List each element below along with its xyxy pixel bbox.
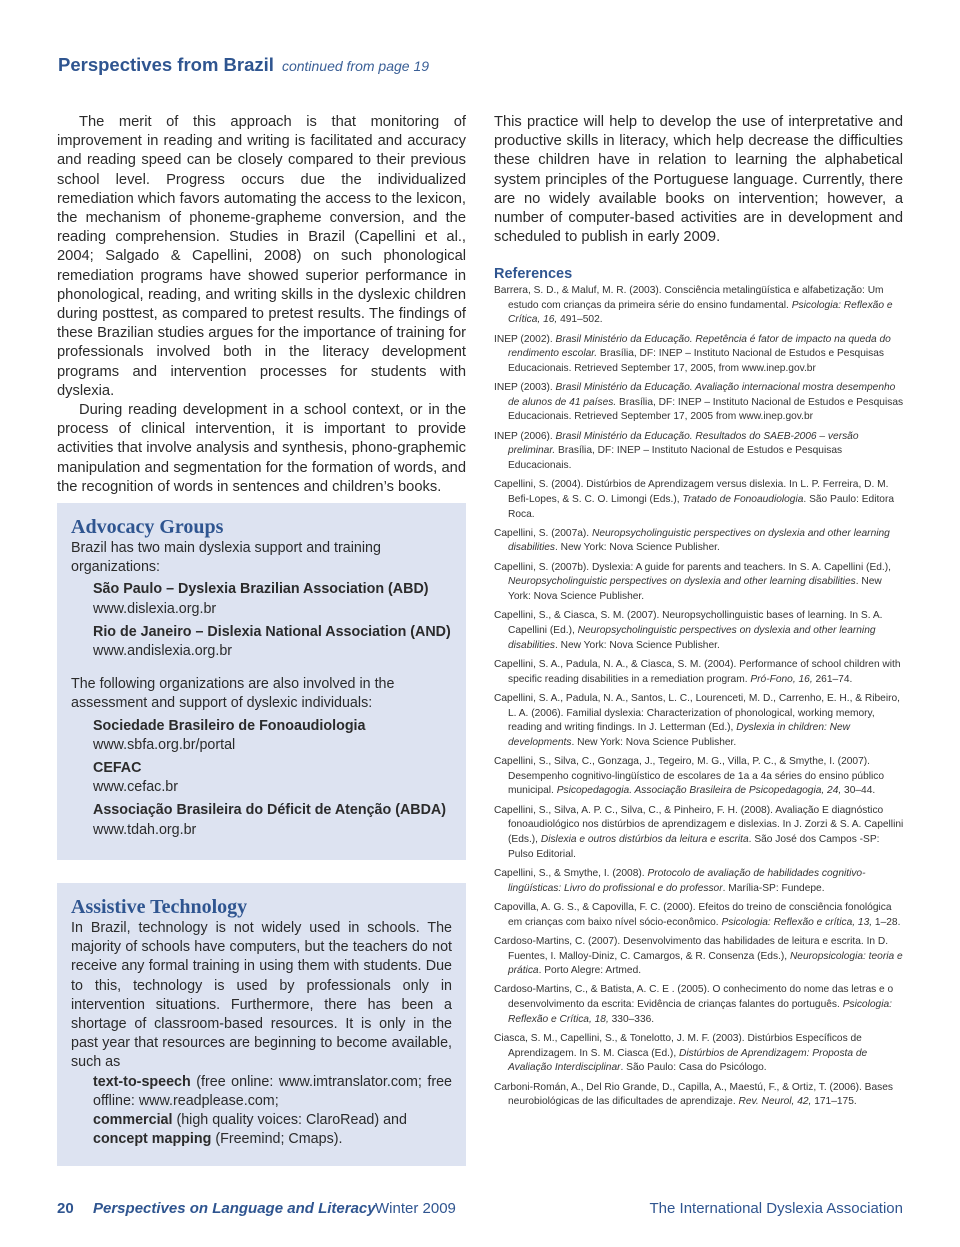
references-section xyxy=(494,266,904,1115)
reference-italic: Neuropsycholinguistic perspectives on dyslexia and other learning disabilities xyxy=(508,625,876,651)
reference-tail: 1–28. xyxy=(872,916,901,928)
right-body-text: This practice will help to develop the use of interpretative and productive skills in literacy, which help decrease the difficulties these children have in relation to learning the alphabetical system principles of the Portuguese language. Currently, there are no widely available books on intervention; however, a number of computer-based activities are in development and scheduled to publish in early 2009. xyxy=(494,114,903,246)
section-title: Perspectives from Brazil xyxy=(58,54,274,75)
page-number: 20 xyxy=(57,1200,74,1217)
reference-italic: Distúrbios de Aprendizagem: Proposta de Avaliação Interdisciplinar xyxy=(508,1047,868,1074)
publisher-name: The International Dyslexia Association xyxy=(649,1200,903,1217)
org-entry xyxy=(93,623,452,661)
continued-note: continued from page 19 xyxy=(281,58,430,74)
reference-entry xyxy=(494,381,904,425)
org-url[interactable]: www.cefac.br xyxy=(93,779,179,796)
reference-tail: . Marília-SP: Fundepe. xyxy=(722,882,825,894)
org-name: São Paulo – Dyslexia Brazilian Association (ABD) xyxy=(93,581,429,598)
reference-text: Capellini, S. A., Padula, N. A., & Ciasca, S. M. (2004). Performance of school children with specific reading disabilities in a remediation program. xyxy=(494,659,901,685)
tts-text: (free online: www.imtranslator.com; free offline: www.readplease.com; xyxy=(93,1073,452,1109)
org-name: Sociedade Brasileiro de Fonoaudiologia xyxy=(93,717,366,734)
reference-text: Barrera, S. D., & Maluf, M. R. (2003). Consciência metalingüística e alfabetização: Um estudo com crianças da primeira série do ensino fundamental. xyxy=(494,285,884,311)
left-body-text xyxy=(57,113,466,497)
advocacy-intro: Brazil has two main dyslexia support and training organizations: xyxy=(71,540,381,576)
reference-entry xyxy=(494,430,904,474)
assistive-heading: Assistive Technology xyxy=(71,896,248,918)
advocacy-groups-box xyxy=(57,503,466,860)
paragraph: During reading development in a school context, or in the process of clinical intervention, it is important to provide activities that involve analysis and synthesis, phono-graphemic manipulation and segmentation for the formation of words, and the recognition of words in sentences and children’s books. xyxy=(57,402,466,495)
assistive-resources xyxy=(93,1073,452,1150)
reference-entry xyxy=(494,692,904,750)
reference-tail: 30–44. xyxy=(841,785,876,797)
reference-entry xyxy=(494,561,904,605)
reference-text: Capellini, S., & Smythe, I. (2008). xyxy=(494,867,648,879)
paragraph: The merit of this approach is that monitoring of improvement in reading and writing is facilitated and accuracy and reading speed can be closely compared to their previous school level. Progress occurs due the individualized remediation which favors automating the access to the lexicon, the mechanism of phoneme-grapheme conversion, and the reading comprehension. Studies in Brazil (Capellini et al., 2004; Salgado & Capellini, 2008) on such phonological remediation programs have showed superior performance in phonological, reading, and writing skills in the dyslexic children during posttest, as compared to pretest results. The findings of these Brazilian studies argues for the importance of training for professionals involved both in the literacy development programs and intervention processes for students with dyslexia. xyxy=(57,114,466,399)
reference-italic: Brasil Ministério da Educação. Repetência é fator de impacto na queda do rendimento escolar. xyxy=(508,333,891,360)
reference-list xyxy=(494,284,904,1110)
reference-tail: 261–74. xyxy=(812,673,853,685)
org-name: CEFAC xyxy=(93,760,142,777)
reference-italic: Neuropsycholinguistic perspectives on dyslexia and other learning disabilities xyxy=(508,576,856,588)
reference-entry xyxy=(494,284,904,328)
commercial-label: commercial xyxy=(93,1112,173,1129)
org-entry xyxy=(93,580,452,618)
reference-entry xyxy=(494,983,904,1027)
reference-italic: Pró-Fono, 16, xyxy=(750,673,813,685)
reference-italic: Neuropsycholinguistic perspectives on dyslexia and other learning disabilities xyxy=(508,527,890,554)
reference-tail: 491–502. xyxy=(557,314,603,326)
page-footer xyxy=(57,1200,903,1222)
running-header xyxy=(58,54,429,76)
org-entry xyxy=(93,717,452,755)
org-url[interactable]: www.dislexia.org.br xyxy=(93,600,217,617)
commercial-text: (high quality voices: ClaroRead) and xyxy=(176,1112,407,1129)
advocacy-also: The following organizations are also involved in the assessment and support of dyslexic individuals: xyxy=(71,676,395,712)
org-name: Associação Brasileira do Déficit de Atenção (ABDA) xyxy=(93,802,447,819)
reference-tail: Brasília, DF: INEP – Instituto Nacional de Estudos e Pesquisas Educacionais. Retrieved September 17, 2005, from www.inep.gov.br xyxy=(508,348,884,374)
reference-entry xyxy=(494,867,904,896)
reference-italic: Brasil Ministério da Educação. Resultados do SAEB-2006 – versão preliminar. xyxy=(508,430,859,457)
reference-italic: Psicologia: Reflexão e Crítica, 16, xyxy=(508,299,893,326)
reference-entry xyxy=(494,1081,904,1110)
reference-text: INEP (2002). xyxy=(494,333,556,345)
reference-italic: Tratado de Fonoaudiologia xyxy=(682,493,804,505)
reference-text: Capellini, S. A., Padula, N. A., Santos, L. C., Lourenceti, M. D., Carrenho, E. H., & Ribeiro, L. A. (2006). Familial dyslexia: Characterization of phonological, working memory, reading and writing findings. In J. Letterman (Ed.), xyxy=(494,693,900,734)
issue-season: Winter 2009 xyxy=(375,1200,456,1217)
mapping-text: (Freemind; Cmaps). xyxy=(215,1131,343,1148)
reference-italic: Psicopedagogia. Associação Brasileira de Psicopedagogia, 24, xyxy=(556,785,842,797)
assistive-technology-box xyxy=(57,883,466,1166)
reference-text: Cardoso-Martins, C., & Batista, A. C. E . (2005). O conhecimento do nome das letras e o desenvolvimento da escrita: Evidência de crianças falantes do português. xyxy=(494,984,894,1011)
org-url[interactable]: www.tdah.org.br xyxy=(93,821,197,838)
reference-tail: . Porto Alegre: Artmed. xyxy=(538,965,642,977)
reference-entry xyxy=(494,527,904,556)
reference-tail: Brasília, DF: INEP – Instituto Nacional de Estudos e Pesquisas Educacionais. xyxy=(508,445,843,471)
references-heading: References xyxy=(494,266,573,282)
reference-text: Capellini, S., Silva, C., Gonzaga, J., Tegeiro, M. G., Villa, P. C., & Smythe, I. (2007). Desempenho cognitivo-lingüístico de escolares de 1a a 4a séries do ensino público municipal. xyxy=(494,756,885,797)
reference-tail: . São José dos Campos -SP: Pulso Editorial. xyxy=(508,833,880,860)
reference-entry xyxy=(494,755,904,799)
reference-text: INEP (2006). xyxy=(494,430,556,442)
advocacy-heading: Advocacy Groups xyxy=(71,516,224,538)
reference-entry xyxy=(494,333,904,377)
reference-italic: Psicologia: Reflexão e Crítica, 18, xyxy=(508,999,892,1025)
reference-text: Capovilla, A. G. S., & Capovilla, F. C. (2000). Efeitos do treino de consciência fonológica em crianças com baixo nível sócio-econômico. xyxy=(494,901,892,928)
reference-entry xyxy=(494,658,904,687)
reference-tail: Brasília, DF: INEP – Instituto Nacional de Estudos e Pesquisas Educacionais. Retrieved September 17, 2005 from www.inep.gov.br xyxy=(508,396,904,423)
reference-italic: Dislexia e outros distúrbios da leitura e escrita xyxy=(540,833,749,845)
reference-text: Capellini, S. (2007b). Dyslexia: A guide for parents and teachers. In S. A. Capellini (Ed.), xyxy=(494,561,891,573)
reference-italic: Rev. Neurol, 42, xyxy=(738,1096,812,1108)
reference-text: Capellini, S., & Ciasca, S. M. (2007). Neuropsychollinguistic bases of learning. In S. A. Capellini (Ed.), xyxy=(494,610,883,637)
assistive-text: In Brazil, technology is not widely used in schools. The majority of schools have computers, but the teachers do not receive any formal training in using them with students. Due to this, technology is used by professionals only in intervention situations. Furthermore, there has been a shortage of classroom-based resources. It is only in the past year that resources are beginning to become available, such as xyxy=(71,920,452,1071)
reference-tail: 171–175. xyxy=(811,1096,857,1108)
reference-text: Capellini, S. (2007a). xyxy=(494,527,592,539)
reference-entry xyxy=(494,478,904,522)
mapping-label: concept mapping xyxy=(93,1131,212,1148)
reference-tail: . São Paulo: Casa do Psicólogo. xyxy=(620,1062,767,1074)
reference-entry xyxy=(494,804,904,862)
reference-entry xyxy=(494,1032,904,1076)
org-entry xyxy=(93,759,452,797)
reference-italic: Dyslexia in children: New developments xyxy=(508,722,851,748)
journal-title: Perspectives on Language and Literacy xyxy=(93,1200,376,1217)
tts-label: text-to-speech xyxy=(93,1073,191,1090)
reference-text: Capellini, S. (2004). Distúrbios de Aprendizagem versus dislexia. In L. P. Ferreira, D. M. Befi-Lopes, & S. C. O. Limongi (Eds.), xyxy=(494,479,889,505)
reference-tail: . São Paulo: Editora Roca. xyxy=(508,493,895,520)
reference-entry xyxy=(494,901,904,930)
org-entry xyxy=(93,801,452,839)
reference-tail: . New York: Nova Science Publisher. xyxy=(571,736,737,748)
reference-text: INEP (2003). xyxy=(494,382,556,394)
reference-text: Carboni-Román, A., Del Rio Grande, D., Capilla, A., Maestú, F., & Ortiz, T. (2006). Bases neurobiológicas de las dificultades de aprendizaje. xyxy=(494,1081,893,1108)
reference-text: Ciasca, S. M., Capellini, S., & Tonelotto, J. M. F. (2003). Distúrbios Específicos de Aprendizagem. In S. M. Ciasca (Ed.), xyxy=(494,1033,862,1059)
org-url[interactable]: www.andislexia.org.br xyxy=(93,643,233,660)
reference-tail: . New York: Nova Science Publisher. xyxy=(508,576,882,603)
org-url[interactable]: www.sbfa.org.br/portal xyxy=(93,736,236,753)
reference-tail: . New York: Nova Science Publisher. xyxy=(555,542,720,554)
reference-italic: Protocolo de avaliação de habilidades cognitivo-lingüísticas: Livro do profissional e do professor xyxy=(508,867,866,894)
reference-text: Cardoso-Martins, C. (2007). Desenvolvimento das habilidades de leitura e escrita. In D. Fuentes, I. Malloy-Diniz, C. Camargos, & R. Consenza (Eds.), xyxy=(494,935,889,962)
org-name: Rio de Janeiro – Dislexia National Association (AND) xyxy=(93,623,451,640)
reference-entry xyxy=(494,935,904,979)
reference-italic: Brasil Ministério da Educação. Avaliação internacional mostra desempenho de alunos de 41 países. xyxy=(508,382,896,408)
reference-tail: . New York: Nova Science Publisher. xyxy=(555,639,720,651)
reference-entry xyxy=(494,609,904,653)
reference-tail: 330–336. xyxy=(608,1013,655,1025)
reference-italic: Neuropsicologia: teoria e prática xyxy=(508,950,903,977)
reference-italic: Psicologia: Reflexão e crítica, 13, xyxy=(721,916,873,928)
reference-text: Capellini, S., Silva, A. P. C., Silva, C., & Pinheiro, F. H. (2008). Avaliação E diagnóstico fonoaudiológico nos distúrbios de aprendizagem e dislexias. In J. Zorzi & S. A. Capellini (Eds.), xyxy=(494,804,904,845)
